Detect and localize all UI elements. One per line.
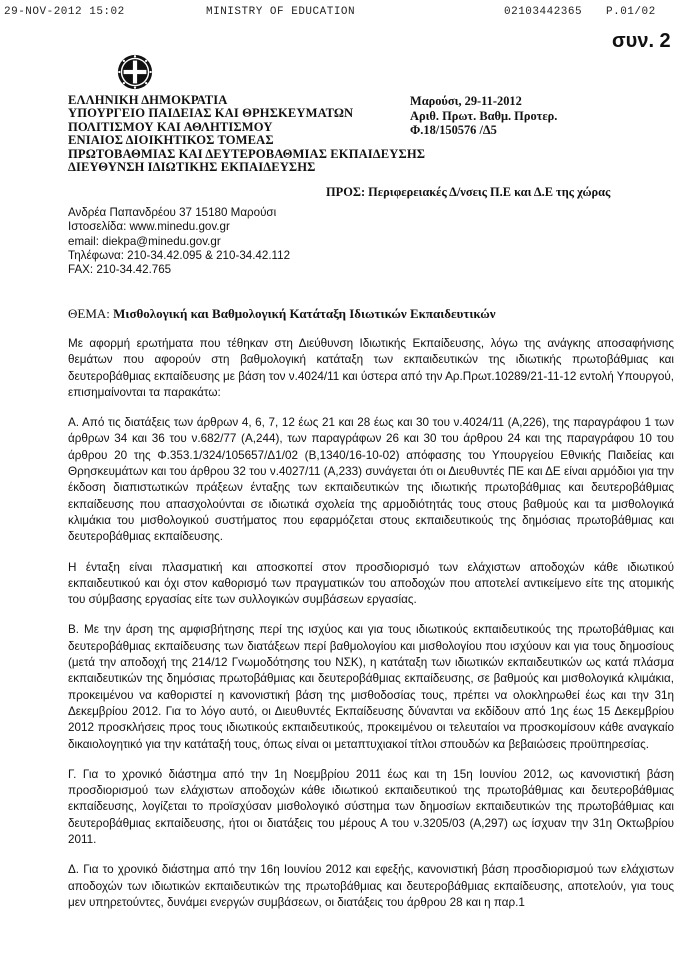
- protocol-number: Φ.18/150576 /Δ5: [410, 123, 497, 137]
- handwritten-annotation: συν. 2: [612, 30, 671, 52]
- contact-fax: FAX: 210-34.42.765: [68, 263, 172, 277]
- paragraph-c: Γ. Για το χρονικό διάστημα από την 1η Νοεμβρίου 2011 έως και τη 15η Ιουνίου 2012, ως κανονιστική βάση προσδιορισμού των ελάχιστων αποδοχών κάθε ιδιωτικού εκπαιδευτικού της πρωτοβάθμιας και δευτεροβάθμιας εκπαίδευσης, λογίζεται το προϊσχύσαν μισθολογικό σύστημα των δημοσίων εκπαιδευτικών της πρωτοβάθμιας και δευτεροβάθμιας εκπαίδευσης, ήτοι οι διατάξεις του μέρους Α του ν.3205/03 (Α,297) ως ίσχυαν την 31η Οκτωβρίου 2011.: [68, 767, 674, 847]
- issuer-line: ΥΠΟΥΡΓΕΙΟ ΠΑΙΔΕΙΑΣ ΚΑΙ ΘΡΗΣΚΕΥΜΑΤΩΝ: [68, 106, 354, 121]
- paragraph-a: Α. Από τις διατάξεις των άρθρων 4, 6, 7, 12 έως 21 και 28 έως και 30 του ν.4024/11 (Α,226), της παραγράφου 1 των άρθρων 34 και 36 του ν.682/77 (Α,244), των παραγράφων 26 και 30 του άρθρου 24 και της παραγράφου 10 του άρθρου 20 της Φ.353.1/324/105657/Δ1/02 (Β,1340/16-10-02) απόφασης του Υπουργείου Εθνικής Παιδείας και Θρησκευμάτων και του άρθρου 32 του ν.4027/11 (Α,233) συνάγεται ότι οι Διευθυντές ΠΕ και ΔΕ είναι αρμόδιοι για την έκδοση διαπιστωτικών πράξεων ένταξης των εκπαιδευτικών της ιδιωτικής πρωτοβάθμιας και δευτεροβάθμιας εκπαίδευσης που απασχολούνται σε ιδιωτικά σχολεία της αρμοδιότητάς τους στους βαθμούς και τα μισθολογικά κλιμάκια του μισθολογικού συστήματος που εφαρμόζεται στους εκπαιδευτικούς της δημόσιας πρωτοβάθμιας και δευτεροβάθμιας εκπαίδευσης.: [68, 416, 674, 544]
- paragraph-integration: Η ένταξη είναι πλασματική και αποσκοπεί στον προσδιορισμό των ελάχιστων αποδοχών κάθε ιδιωτικού εκπαιδευτικού και όχι στον καθορισμό των πραγματικών του αποδοχών που αποτελεί αντικείμενο είτε της ατομικής του σύμβασης εργασίας είτε των συλλογικών συμβάσεων εργασίας.: [68, 560, 674, 607]
- issuer-line: ΔΙΕΥΘΥΝΣΗ ΙΔΙΩΤΙΚΗΣ ΕΚΠΑΙΔΕΥΣΗΣ: [68, 160, 316, 175]
- fax-page: P.01/02: [606, 6, 656, 18]
- issuer-line: ΕΝΙΑΙΟΣ ΔΙΟΙΚΗΤΙΚΟΣ ΤΟΜΕΑΣ: [68, 133, 274, 148]
- paragraph-b: Β. Με την άρση της αμφισβήτησης περί της ισχύος και για τους ιδιωτικούς εκπαιδευτικούς της πρωτοβάθμιας και δευτεροβάθμιας εκπαίδευσης των διατάξεων περί βαθμολογίου και μισθολογίου που ισχύουν και για τους δημοσίους (μετά την αποδοχή της 214/12 Γνωμοδότησης του ΝΣΚ), η κατάταξη των ιδιωτικών εκπαιδευτικών ως κατά πλάσμα εκπαιδευτικών της δημόσιας πρωτοβάθμιας και δευτεροβάθμιας εκπαίδευσης, σε βαθμούς και μισθολογικά κλιμάκια, προκειμένου να καθοριστεί η κανονιστική βάση της μισθοδοσίας τους, πρέπει να ολοκληρωθεί έως και την 31η Δεκεμβρίου 2012. Για το λόγο αυτό, οι Διευθυντές Εκπαίδευσης δύνανται να εκδίδουν από 1ης έως 15 Δεκεμβρίου 2012 προσκλήσεις προς τους ιδιωτικούς εκπαιδευτικούς, προκειμένου οι τελευταίοι να προσκομίσουν κάθε αναγκαίο δικαιολογητικό για την κατάταξή τους, όπως είναι οι μεταπτυχιακοί τίτλοι σπουδών κα βεβαιώσεις προϋπηρεσίας.: [68, 623, 674, 751]
- issuer-line: ΠΡΩΤΟΒΑΘΜΙΑΣ ΚΑΙ ΔΕΥΤΕΡΟΒΑΘΜΙΑΣ ΕΚΠΑΙΔΕΥΣΗΣ: [68, 146, 426, 161]
- place-date: Μαρούσι, 29-11-2012: [410, 94, 522, 108]
- fax-sender: MINISTRY OF EDUCATION: [206, 6, 356, 18]
- paragraph-d: Δ. Για το χρονικό διάστημα από την 16η Ιουνίου 2012 και εφεξής, κανονιστική βάση προσδιορισμού των ελάχιστων αποδοχών των ιδιωτικών εκπαιδευτικών της πρωτοβάθμιας και δευτεροβάθμιας εκπαίδευσης, αποτελούν, για τους μεν υπηρετούντες, δυνάμει ενεργών συμβάσεων, οι διατάξεις του άρθρου 28 και η παρ.1: [68, 863, 674, 909]
- issuer-line: ΕΛΛΗΝΙΚΗ ΔΗΜΟΚΡΑΤΙΑ: [68, 93, 228, 107]
- contact-address: Ανδρέα Παπανδρέου 37 15180 Μαρούσι: [68, 206, 277, 219]
- contact-website: Ιστοσελίδα: www.minedu.gov.gr: [68, 220, 230, 234]
- subject-line: [68, 306, 496, 322]
- greek-emblem-icon: [116, 53, 154, 91]
- contact-phone: Τηλέφωνα: 210-34.42.095 & 210-34.42.112: [68, 248, 291, 262]
- subject-label: ΘΕΜΑ:: [68, 306, 114, 321]
- document-body: [68, 336, 674, 925]
- fax-phone: 02103442365: [504, 6, 583, 18]
- contact-block: [68, 206, 290, 277]
- issuer-line: ΠΟΛΙΤΙΣΜΟΥ ΚΑΙ ΑΘΛΗΤΙΣΜΟΥ: [68, 119, 273, 134]
- issuer-block: [68, 94, 425, 174]
- fax-datetime: 29-NOV-2012 15:02: [4, 6, 125, 18]
- protocol-label: Αριθ. Πρωτ. Βαθμ. Προτερ.: [410, 108, 558, 123]
- subject-text: Μισθολογική και Βαθμολογική Κατάταξη Ιδιωτικών Εκπαιδευτικών: [113, 306, 496, 321]
- paragraph-intro: Με αφορμή ερωτήματα που τέθηκαν στη Διεύθυνση Ιδιωτικής Εκπαίδευσης, λόγω της ανάγκης αποσαφήνισης θεμάτων που αφορούν στη βαθμολογική κατάταξη των εκπαιδευτικών της ιδιωτικής πρωτοβάθμιας και δευτεροβάθμιας εκπαίδευσης με βάση τον ν.4024/11 και ύστερα από την Αρ.Πρωτ.10289/21-11-12 εντολή Υπουργού, επισημαίνονται τα παρακάτω:: [68, 337, 674, 399]
- recipient-line: ΠΡΟΣ: Περιφερειακές Δ/νσεις Π.Ε και Δ.Ε της χώρας: [326, 185, 611, 199]
- contact-email: email: diekpa@minedu.gov.gr: [68, 234, 221, 248]
- reference-block: [410, 94, 557, 138]
